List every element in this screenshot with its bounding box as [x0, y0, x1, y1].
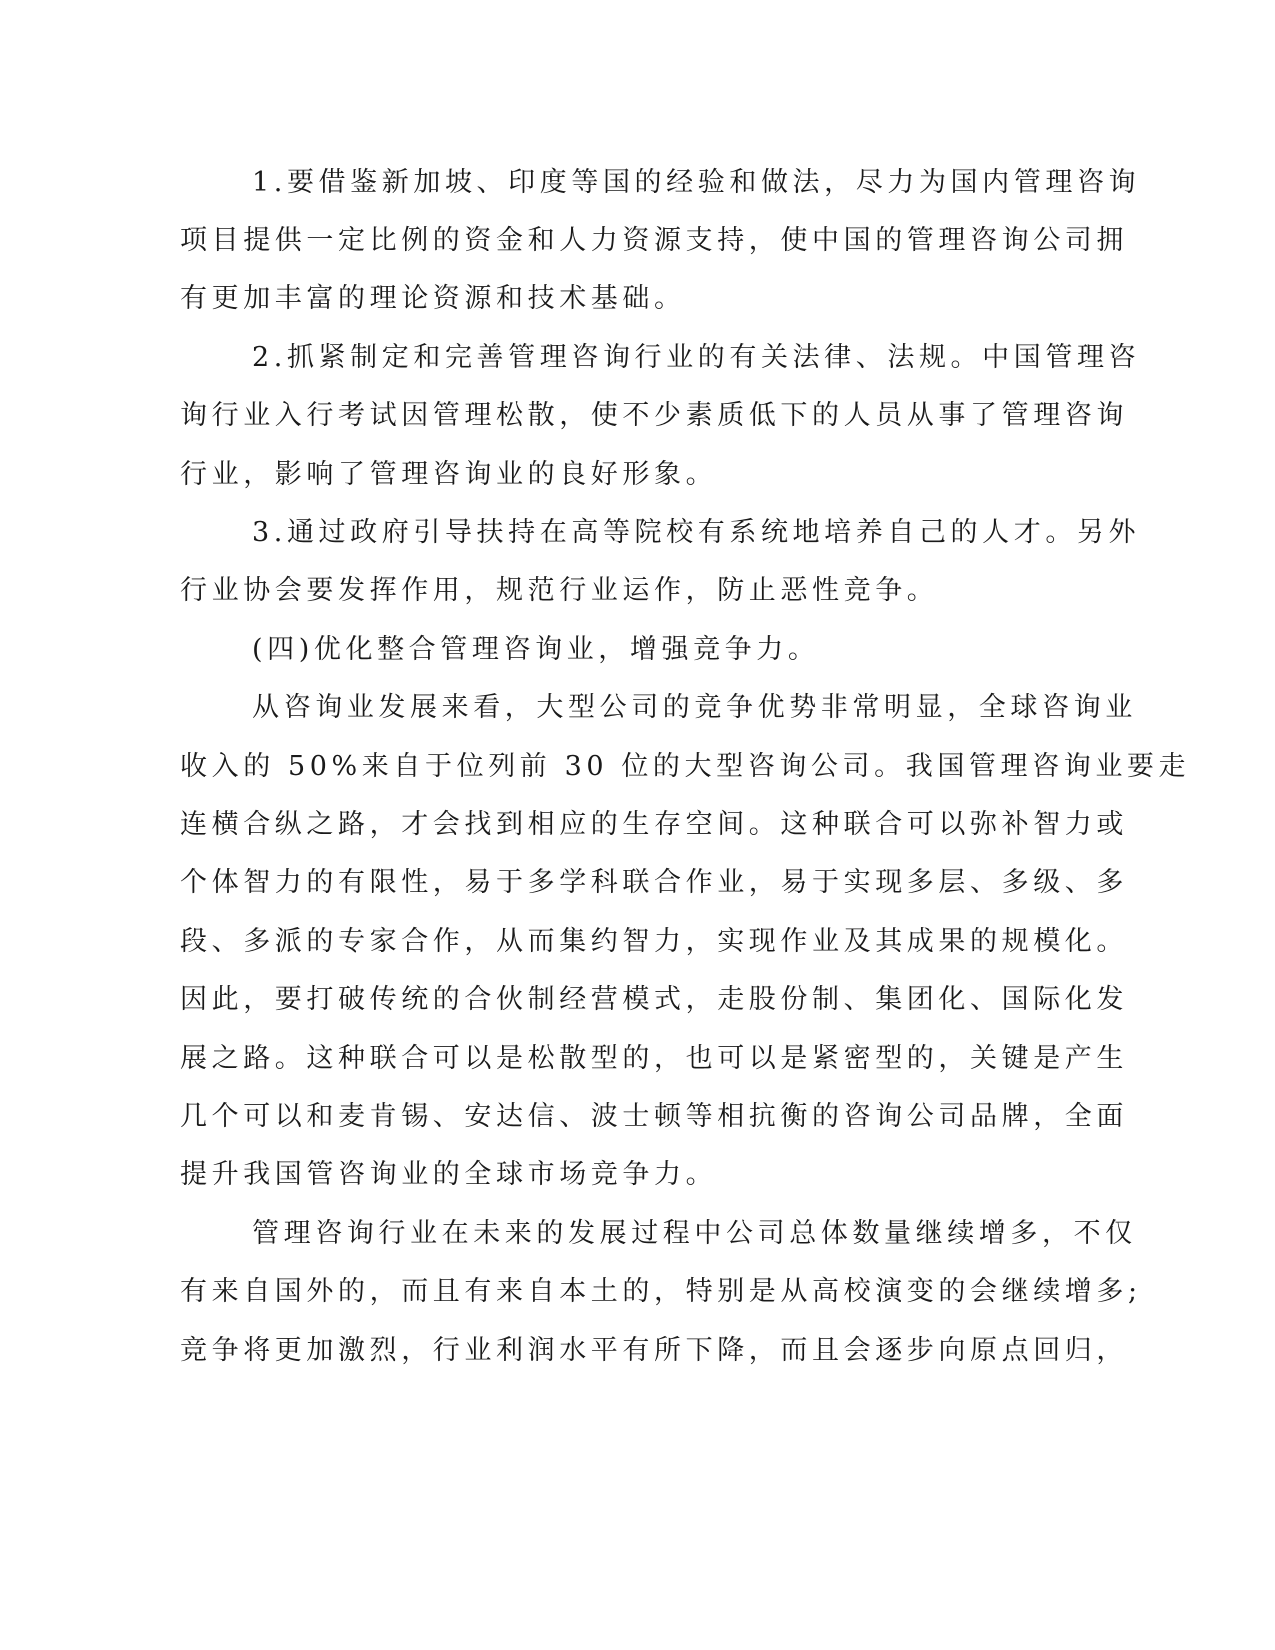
text-line: 提升我国管咨询业的全球市场竞争力。	[180, 1159, 718, 1190]
text-line: 2.抓紧制定和完善管理咨询行业的有关法律、法规。中国管理咨	[252, 342, 1141, 373]
text-line: 段、多派的专家合作，从而集约智力，实现作业及其成果的规模化。	[180, 926, 1128, 957]
text-line: 因此，要打破传统的合伙制经营模式，走股份制、集团化、国际化发	[180, 984, 1128, 1015]
text-line: 连横合纵之路，才会找到相应的生存空间。这种联合可以弥补智力或	[180, 809, 1128, 840]
text-line: 3.通过政府引导扶持在高等院校有系统地培养自己的人才。另外	[252, 517, 1141, 548]
text-line: 行业协会要发挥作用，规范行业运作，防止恶性竞争。	[180, 575, 939, 606]
section-heading: (四)优化整合管理咨询业，增强竞争力。	[252, 634, 820, 665]
text-line: 有更加丰富的理论资源和技术基础。	[180, 283, 686, 314]
text-line: 询行业入行考试因管理松散，使不少素质低下的人员从事了管理咨询	[180, 400, 1128, 431]
text-line: 1.要借鉴新加坡、印度等国的经验和做法，尽力为国内管理咨询	[252, 167, 1141, 198]
text-line: 竞争将更加激烈，行业利润水平有所下降，而且会逐步向原点回归，	[180, 1335, 1128, 1366]
text-line: 展之路。这种联合可以是松散型的，也可以是紧密型的，关键是产生	[180, 1043, 1128, 1074]
text-line: 几个可以和麦肯锡、安达信、波士顿等相抗衡的咨询公司品牌，全面	[180, 1101, 1128, 1132]
text-line: 从咨询业发展来看，大型公司的竞争优势非常明显，全球咨询业	[252, 692, 1137, 723]
text-line: 管理咨询行业在未来的发展过程中公司总体数量继续增多，不仅	[252, 1218, 1137, 1249]
text-line: 项目提供一定比例的资金和人力资源支持，使中国的管理咨询公司拥	[180, 225, 1128, 256]
text-line: 行业，影响了管理咨询业的良好形象。	[180, 459, 718, 490]
text-line: 收入的 50%来自于位列前 30 位的大型咨询公司。我国管理咨询业要走	[180, 751, 1191, 782]
text-line: 有来自国外的，而且有来自本土的，特别是从高校演变的会继续增多;	[180, 1276, 1142, 1307]
text-line: 个体智力的有限性，易于多学科联合作业，易于实现多层、多级、多	[180, 867, 1128, 898]
